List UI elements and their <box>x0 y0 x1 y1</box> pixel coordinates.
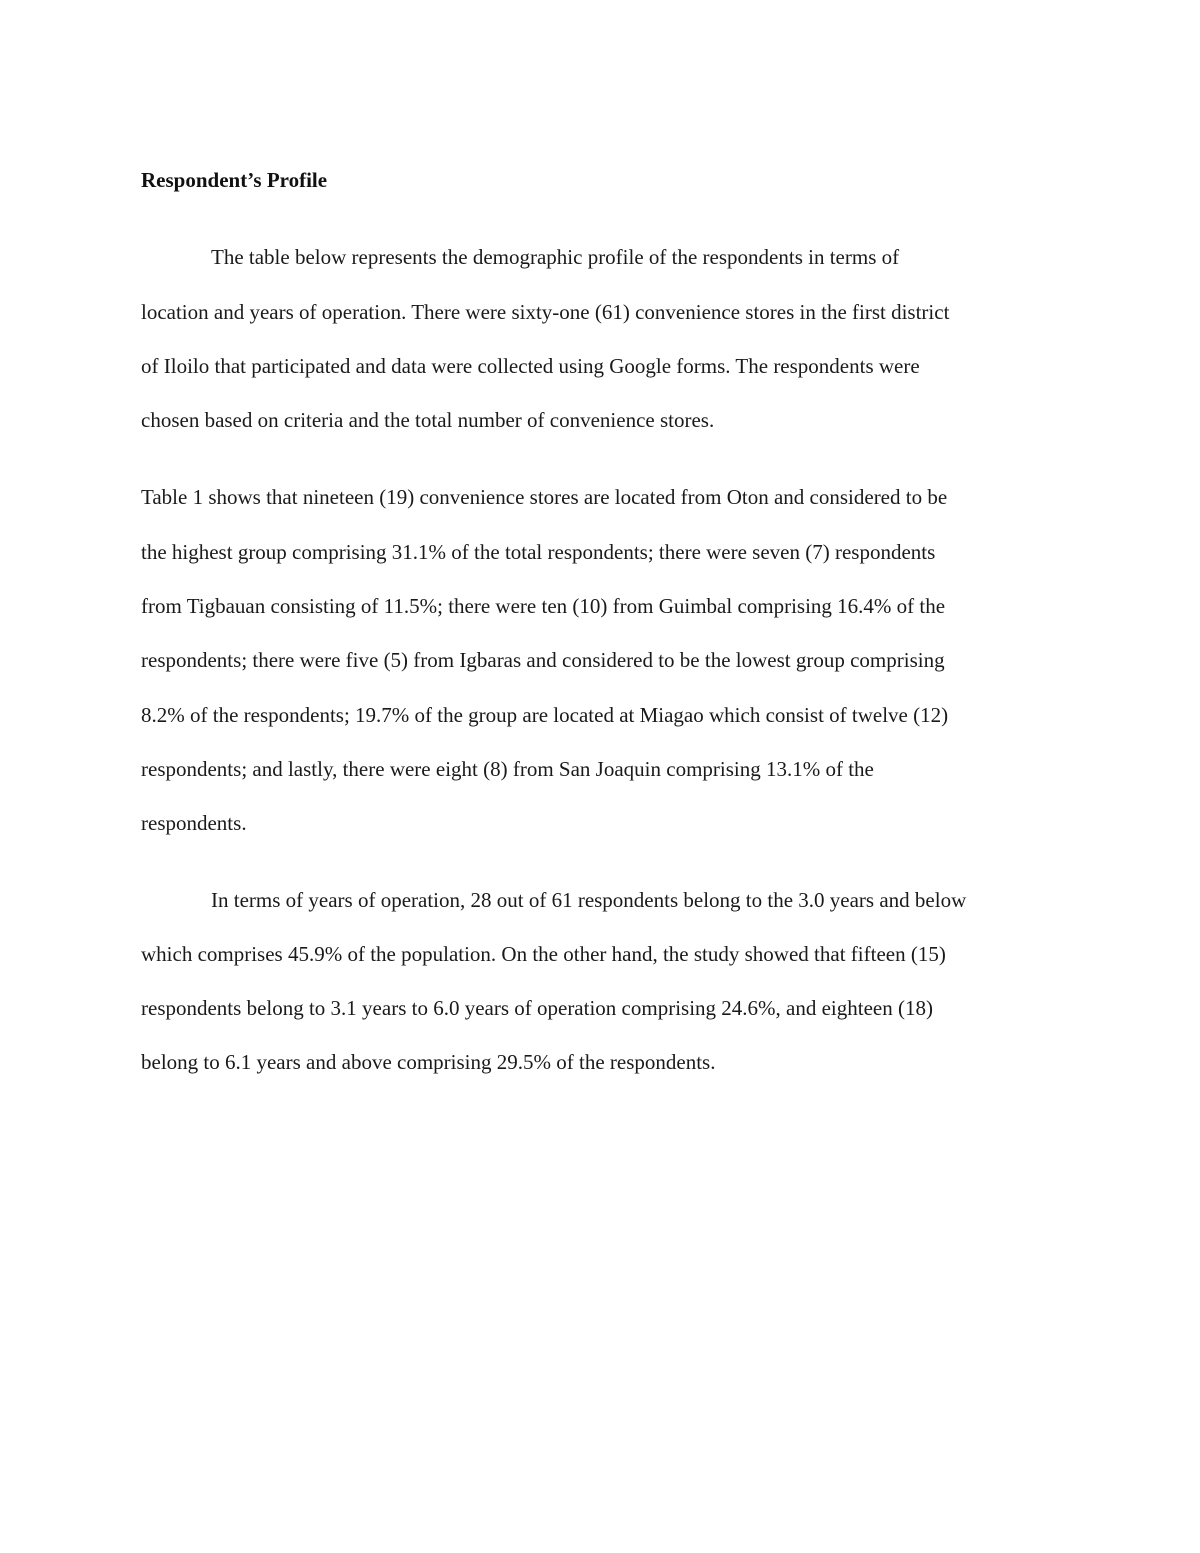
paragraph-line: In terms of years of operation, 28 out of 61 respondents belong to the 3.0 years and below <box>211 888 967 912</box>
paragraph-line: Table 1 shows that nineteen (19) convenience stores are located from Oton and considered to be <box>141 485 948 509</box>
paragraph-line: which comprises 45.9% of the population. On the other hand, the study showed that fifteen (15) <box>141 942 946 966</box>
paragraph-line: of Iloilo that participated and data were collected using Google forms. The respondents were <box>141 354 920 378</box>
paragraph-line: the highest group comprising 31.1% of the total respondents; there were seven (7) respondents <box>141 540 936 564</box>
section-heading: Respondent’s Profile <box>141 168 328 192</box>
paragraph-line: respondents; there were five (5) from Igbaras and considered to be the lowest group comprising <box>141 648 945 672</box>
paragraph-line: 8.2% of the respondents; 19.7% of the group are located at Miagao which consist of twelve (12) <box>141 703 949 727</box>
paragraph-line: location and years of operation. There were sixty-one (61) convenience stores in the first district <box>141 300 950 324</box>
paragraph-line: respondents belong to 3.1 years to 6.0 years of operation comprising 24.6%, and eighteen (18) <box>141 996 933 1020</box>
paragraph-line: from Tigbauan consisting of 11.5%; there were ten (10) from Guimbal comprising 16.4% of the <box>141 594 946 618</box>
paragraph-line: The table below represents the demographic profile of the respondents in terms of <box>211 245 900 269</box>
paragraph-line: respondents; and lastly, there were eight (8) from San Joaquin comprising 13.1% of the <box>141 757 874 781</box>
paragraph-line: chosen based on criteria and the total number of convenience stores. <box>141 408 715 432</box>
paragraph-line: belong to 6.1 years and above comprising 29.5% of the respondents. <box>141 1050 716 1074</box>
paragraph-line: respondents. <box>141 811 247 835</box>
